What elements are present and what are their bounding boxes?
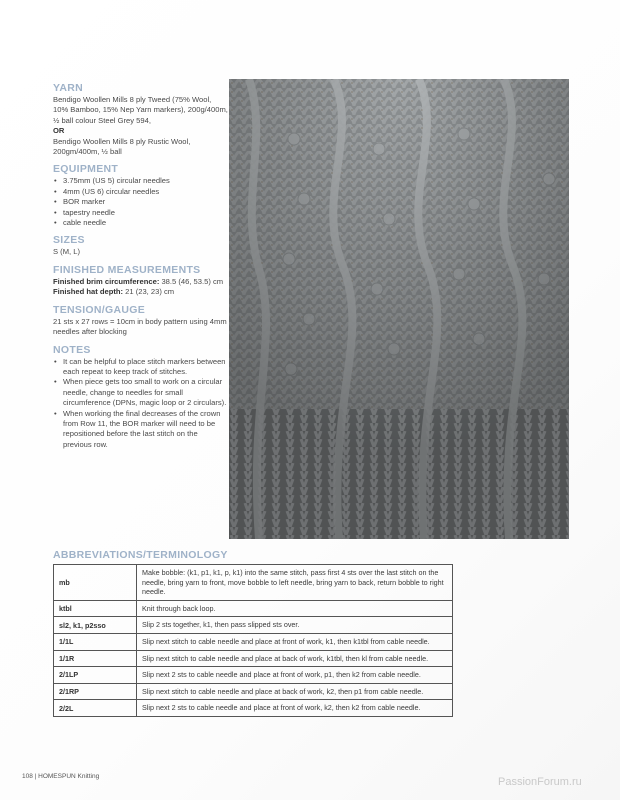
yarn-section <box>53 95 228 157</box>
definition-cell: Slip next 2 sts to cable needle and place at front of work, k2, then k2 from cable needle. <box>137 700 453 717</box>
table-row <box>54 633 453 650</box>
finished-measurements-heading: FINISHED MEASUREMENTS <box>53 263 201 276</box>
notes-list <box>53 357 228 451</box>
definition-cell: Knit through back loop. <box>137 600 453 617</box>
brim-circumference <box>53 277 228 287</box>
notes-heading: NOTES <box>53 343 91 356</box>
list-item: • When piece gets too small to work on a circular needle, change to needles for small circumference (DPNs, magic loop or 2 circulars). <box>53 377 228 408</box>
equipment-heading: EQUIPMENT <box>53 163 119 176</box>
table-row <box>54 650 453 667</box>
abbreviations-heading: ABBREVIATIONS/TERMINOLOGY <box>53 549 228 561</box>
watermark: PassionForum.ru <box>498 776 582 788</box>
table-row <box>54 600 453 617</box>
term-cell: ktbl <box>54 600 137 617</box>
page-footer: 108 | HOMESPUN Knitting <box>22 773 100 780</box>
list-item: • BOR marker <box>53 197 228 207</box>
list-item: • When working the final decreases of the crown from Row 11, the BOR marker will need to be repositioned before the last stitch on the previous row. <box>53 409 228 451</box>
sizes-heading: SIZES <box>53 234 85 247</box>
table-row <box>54 617 453 634</box>
list-item: • cable needle <box>53 218 228 228</box>
term-cell: mb <box>54 565 137 601</box>
yarn-heading: YARN <box>53 82 83 94</box>
abbreviations-table <box>53 564 453 717</box>
yarn-option-1: Bendigo Woollen Mills 8 ply Tweed (75% Wool, 10% Bamboo, 15% Nep Yarn markers), 200g/400m, ½ ball colour Steel Grey 594, <box>53 95 228 125</box>
list-item: • tapestry needle <box>53 208 228 218</box>
list-item: • 4mm (US 6) circular needles <box>53 187 228 197</box>
equipment-list <box>53 176 228 228</box>
tension-heading: TENSION/GAUGE <box>53 303 145 316</box>
depth-value: 21 (23, 23) cm <box>123 287 175 297</box>
hat-depth <box>53 287 228 297</box>
definition-cell: Slip next stitch to cable needle and place at front of work, k1, then k1tbl from cable needle. <box>137 633 453 650</box>
definition-cell: Slip next stitch to cable needle and place at back of work, k1tbl, then kl from cable needle. <box>137 650 453 667</box>
definition-cell: Slip next 2 sts to cable needle and place at front of work, p1, then k2 from cable needle. <box>137 667 453 684</box>
definition-cell: Slip 2 sts together, k1, then pass slipped sts over. <box>137 617 453 634</box>
depth-label: Finished hat depth: <box>53 287 124 297</box>
knitted-hat-photo <box>229 79 569 539</box>
term-cell: 1/1L <box>54 633 137 650</box>
brim-value: 38.5 (46, 53.5) cm <box>159 276 224 286</box>
pattern-details <box>53 82 228 456</box>
term-cell: 2/1RP <box>54 683 137 700</box>
tension-value: 21 sts x 27 rows = 10cm in body pattern using 4mm needles after blocking <box>53 316 227 337</box>
list-item: • 3.75mm (US 5) circular needles <box>53 176 228 186</box>
brim-label: Finished brim circumference: <box>53 276 160 286</box>
sizes-value: S (M, L) <box>53 247 81 257</box>
table-row <box>54 683 453 700</box>
yarn-or: OR <box>53 126 65 136</box>
term-cell: 1/1R <box>54 650 137 667</box>
list-item: • It can be helpful to place stitch markers between each repeat to keep track of stitches. <box>53 357 228 378</box>
definition-cell: Slip next stitch to cable needle and place at back of work, k2, then p1 from cable needle. <box>137 683 453 700</box>
table-row <box>54 667 453 684</box>
term-cell: 2/2L <box>54 700 137 717</box>
table-row <box>54 700 453 717</box>
term-cell: 2/1LP <box>54 667 137 684</box>
finished-measurements <box>53 277 228 298</box>
yarn-option-2: Bendigo Woollen Mills 8 ply Rustic Wool, 200gm/400m, ½ ball <box>53 136 191 157</box>
definition-cell: Make bobble: (k1, p1, k1, p, k1) into the same stitch, pass first 4 sts over the last stitch on the needle, bring yarn to front, move bobble to left needle, bring yarn to back, return bobble to right needle. <box>137 565 453 601</box>
term-cell: sl2, k1, p2sso <box>54 617 137 634</box>
table-row <box>54 565 453 601</box>
